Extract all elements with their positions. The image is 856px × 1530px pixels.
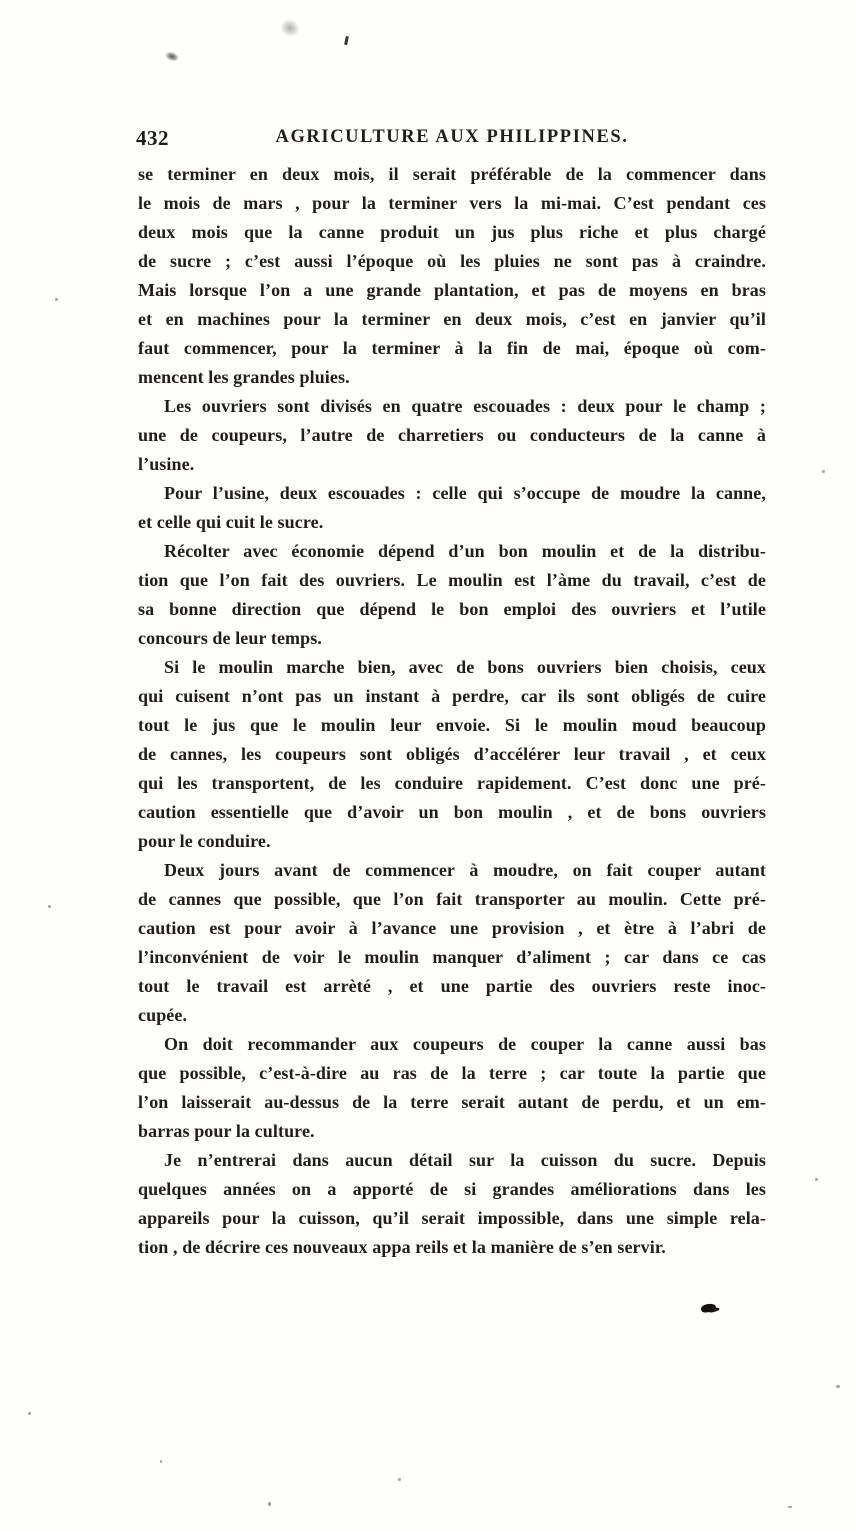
ink-blot: [700, 1303, 716, 1314]
text-line: tion que l’on fait des ouvriers. Le moulin est l’àme du travail, c’est de: [138, 570, 766, 590]
text-line: caution est pour avoir à l’avance une provision , et ètre à l’abri de: [138, 918, 766, 938]
text-line: l’inconvénient de voir le moulin manquer d’aliment ; car dans ce cas: [138, 947, 766, 967]
paper-speck: [268, 1502, 271, 1506]
text-line: deux mois que la canne produit un jus plus riche et plus chargé: [138, 222, 766, 242]
text-line: et en machines pour la terminer en deux mois, c’est en janvier qu’il: [138, 309, 766, 329]
paper-speck: [55, 298, 58, 301]
paper-speck: [836, 1385, 840, 1388]
running-head: [138, 126, 766, 156]
text-line: quelques années on a apporté de si grandes améliorations dans les: [138, 1179, 766, 1199]
text-line: tout le jus que le moulin leur envoie. Si le moulin moud beaucoup: [138, 715, 766, 735]
text-line: mencent les grandes pluies.: [138, 367, 350, 387]
text-line: Mais lorsque l’on a une grande plantation, et pas de moyens en bras: [138, 280, 766, 300]
text-line: cupée.: [138, 1005, 188, 1025]
paper-speck: [822, 470, 825, 473]
text-line: tion , de décrire ces nouveaux appa reils et la manière de s’en servir.: [138, 1237, 666, 1257]
text-line: de cannes, les coupeurs sont obligés d’accélérer leur travail , et ceux: [138, 744, 766, 764]
paper-speck: [815, 1178, 818, 1181]
text-line: se terminer en deux mois, il serait préférable de la commencer dans: [138, 164, 766, 184]
text-line: sa bonne direction que dépend le bon emploi des ouvriers et l’utile: [138, 599, 766, 619]
scan-smudge: [279, 17, 301, 38]
text-line: de cannes que possible, que l’on fait transporter au moulin. Cette pré-: [138, 889, 766, 909]
stray-mark: [344, 36, 349, 45]
text-line: et celle qui cuit le sucre.: [138, 512, 324, 532]
paper-speck: [788, 1506, 792, 1508]
text-line: caution essentielle que d’avoir un bon moulin , et de bons ouvriers: [138, 802, 766, 822]
paper-speck: [398, 1478, 401, 1481]
text-line: l’usine.: [138, 454, 195, 474]
text-line: l’on laisserait au-dessus de la terre serait autant de perdu, et un em-: [138, 1092, 766, 1112]
text-line: faut commencer, pour la terminer à la fin de mai, époque où com-: [138, 338, 766, 358]
text-line: Deux jours avant de commencer à moudre, on fait couper autant: [164, 860, 766, 880]
running-title: AGRICULTURE AUX PHILIPPINES.: [275, 127, 629, 147]
text-line: Les ouvriers sont divisés en quatre escouades : deux pour le champ ;: [164, 396, 766, 416]
text-line: pour le conduire.: [138, 831, 271, 851]
text-line: Récolter avec économie dépend d’un bon moulin et de la distribu-: [164, 541, 766, 561]
text-block: [138, 160, 766, 1262]
text-line: tout le travail est arrèté , et une partie des ouvriers reste inoc-: [138, 976, 766, 996]
text-line: le mois de mars , pour la terminer vers la mi-mai. C’est pendant ces: [138, 193, 766, 213]
page-number: 432: [136, 126, 169, 150]
text-line: concours de leur temps.: [138, 628, 322, 648]
text-line: Je n’entrerai dans aucun détail sur la cuisson du sucre. Depuis: [164, 1150, 766, 1170]
ink-speck: [162, 50, 181, 62]
paper-speck: [48, 905, 51, 908]
text-line: qui les transportent, de les conduire rapidement. C’est donc une pré-: [138, 773, 766, 793]
text-line: Pour l’usine, deux escouades : celle qui s’occupe de moudre la canne,: [164, 483, 766, 503]
text-line: Si le moulin marche bien, avec de bons ouvriers bien choisis, ceux: [164, 657, 766, 677]
text-line: une de coupeurs, l’autre de charretiers ou conducteurs de la canne à: [138, 425, 766, 445]
text-line: appareils pour la cuisson, qu’il serait impossible, dans une simple rela-: [138, 1208, 766, 1228]
text-line: que possible, c’est-à-dire au ras de la terre ; car toute la partie que: [138, 1063, 766, 1083]
paper-speck: [28, 1412, 31, 1415]
text-line: barras pour la culture.: [138, 1121, 315, 1141]
text-line: de sucre ; c’est aussi l’époque où les pluies ne sont pas à craindre.: [138, 251, 766, 271]
text-line: On doit recommander aux coupeurs de couper la canne aussi bas: [164, 1034, 766, 1054]
text-line: qui cuisent n’ont pas un instant à perdre, car ils sont obligés de cuire: [138, 686, 766, 706]
paper-speck: [160, 1460, 162, 1463]
